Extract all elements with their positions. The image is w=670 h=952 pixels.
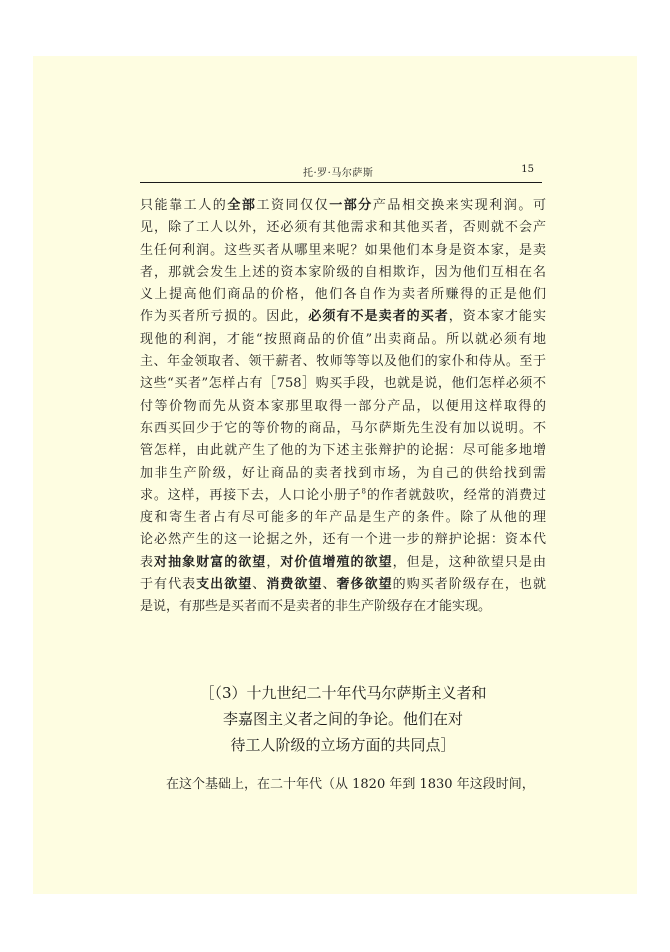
text-run: ，资本家才能实 (448, 309, 546, 325)
emphasis-text: 奢侈欲望 (336, 577, 393, 593)
text-run: 是说，有那些是买者而不是卖者的非生产阶级存在才能实现。 (140, 599, 492, 615)
section-heading-line: ［（3）十九世纪二十年代马尔萨斯主义者和 (199, 684, 487, 702)
text-run: ，但是，这种欲望只是由 (392, 554, 546, 570)
text-run: 的购买者阶级存在，也就 (392, 577, 546, 593)
text-run: 表 (140, 554, 155, 570)
body-paragraph (140, 195, 546, 619)
paragraph-line (140, 418, 546, 440)
paragraph-line (140, 262, 546, 284)
text-run: 、 (322, 577, 337, 593)
text-run: 工资同仅仅 (256, 198, 330, 213)
text-run: 东西买回少于它的等价物的商品，马尔萨斯先生没有加以说明。不 (140, 420, 546, 436)
section-heading-line: 待工人阶级的立场方面的共同点］ (230, 736, 456, 754)
paragraph-line (140, 284, 546, 306)
paragraph-line (140, 351, 546, 373)
text-run: 管怎样，由此就产生了他的为下述主张辩护的论据：尽可能多地增 (140, 443, 546, 459)
running-header (140, 160, 542, 183)
text-run: 加非生产阶级，好让商品的卖者找到市场，为自己的供给找到需 (140, 465, 546, 481)
text-run: 见，除了工人以外，还必须有其他需求和其他买者，否则就不会产 (140, 220, 546, 236)
paragraph-line (140, 507, 546, 529)
text-run: 主、年金领取者、领干薪者、牧师等等以及他们的家仆和侍从。至于 (140, 354, 546, 370)
emphasis-text: 必须有不是卖者的买者 (308, 309, 449, 325)
paragraph-line (140, 529, 546, 551)
paragraph-line (140, 217, 546, 239)
paragraph-line (140, 463, 546, 485)
emphasis-text: 对价值增殖的欲望 (280, 554, 393, 570)
paragraph-line (140, 485, 546, 507)
text-run: 求。这样，再接下去，人口论小册子 (140, 487, 362, 503)
next-paragraph (140, 774, 546, 796)
text-run: 生任何利润。这些买者从哪里来呢？如果他们本身是资本家，是卖 (140, 242, 546, 258)
footnote-marker: 8 (361, 487, 366, 496)
text-run: 现他的利润，才能“按照商品的价值”出卖商品。所以就必须有地 (140, 331, 546, 347)
section-heading (140, 680, 546, 758)
text-run: ， (266, 554, 281, 570)
text-run: 付等价物而先从资本家那里取得一部分产品，以便用这样取得的 (140, 398, 546, 414)
emphasis-text: 支出欲望 (196, 577, 253, 593)
paragraph-line (140, 195, 546, 217)
text-run: 义上提高他们商品的价格，他们各自作为卖者所赚得的正是他们 (140, 287, 546, 303)
paragraph-line (140, 373, 546, 395)
text-run: 这些“买者”怎样占有［758］购买手段，也就是说，他们怎样必须不 (140, 376, 546, 392)
paragraph-line (140, 596, 546, 618)
text-run: 产品相交换来实现利润。可 (372, 198, 546, 213)
paragraph-line (140, 574, 546, 596)
page-number: 15 (521, 164, 534, 175)
paragraph-line (140, 240, 546, 262)
running-header-author: 托·罗·马尔萨斯 (303, 168, 374, 179)
text-run: 于有代表 (140, 577, 197, 593)
text-run: 的作者就鼓吹，经常的消费过 (366, 487, 546, 503)
emphasis-text: 消费欲望 (266, 577, 323, 593)
text-run: 者，那就会发生上述的资本家阶级的自相欺诈，因为他们互相在名 (140, 264, 546, 280)
emphasis-text: 全部 (227, 198, 257, 213)
paragraph-line (140, 396, 546, 418)
text-run: 作为买者所亏损的。因此， (140, 309, 309, 325)
text-run: 只能靠工人的 (140, 198, 228, 213)
paragraph-line (140, 329, 546, 351)
text-run: 、 (252, 577, 267, 593)
text-run: 论必然产生的这一论据之外，还有一个进一步的辩护论据：资本代 (140, 532, 546, 548)
paragraph-line (140, 306, 546, 328)
emphasis-text: 一部分 (329, 198, 373, 213)
paragraph-line (140, 440, 546, 462)
emphasis-text: 对抽象财富的欲望 (154, 554, 267, 570)
section-heading-line: 李嘉图主义者之间的争论。他们在对 (222, 710, 463, 728)
paragraph-line (140, 552, 546, 574)
text-run: 度和寄生者占有尽可能多的年产品是生产的条件。除了从他的理 (140, 510, 546, 526)
paragraph-line: 在这个基础上，在二十年代（从 1820 年到 1830 年这段时间， (166, 777, 535, 792)
